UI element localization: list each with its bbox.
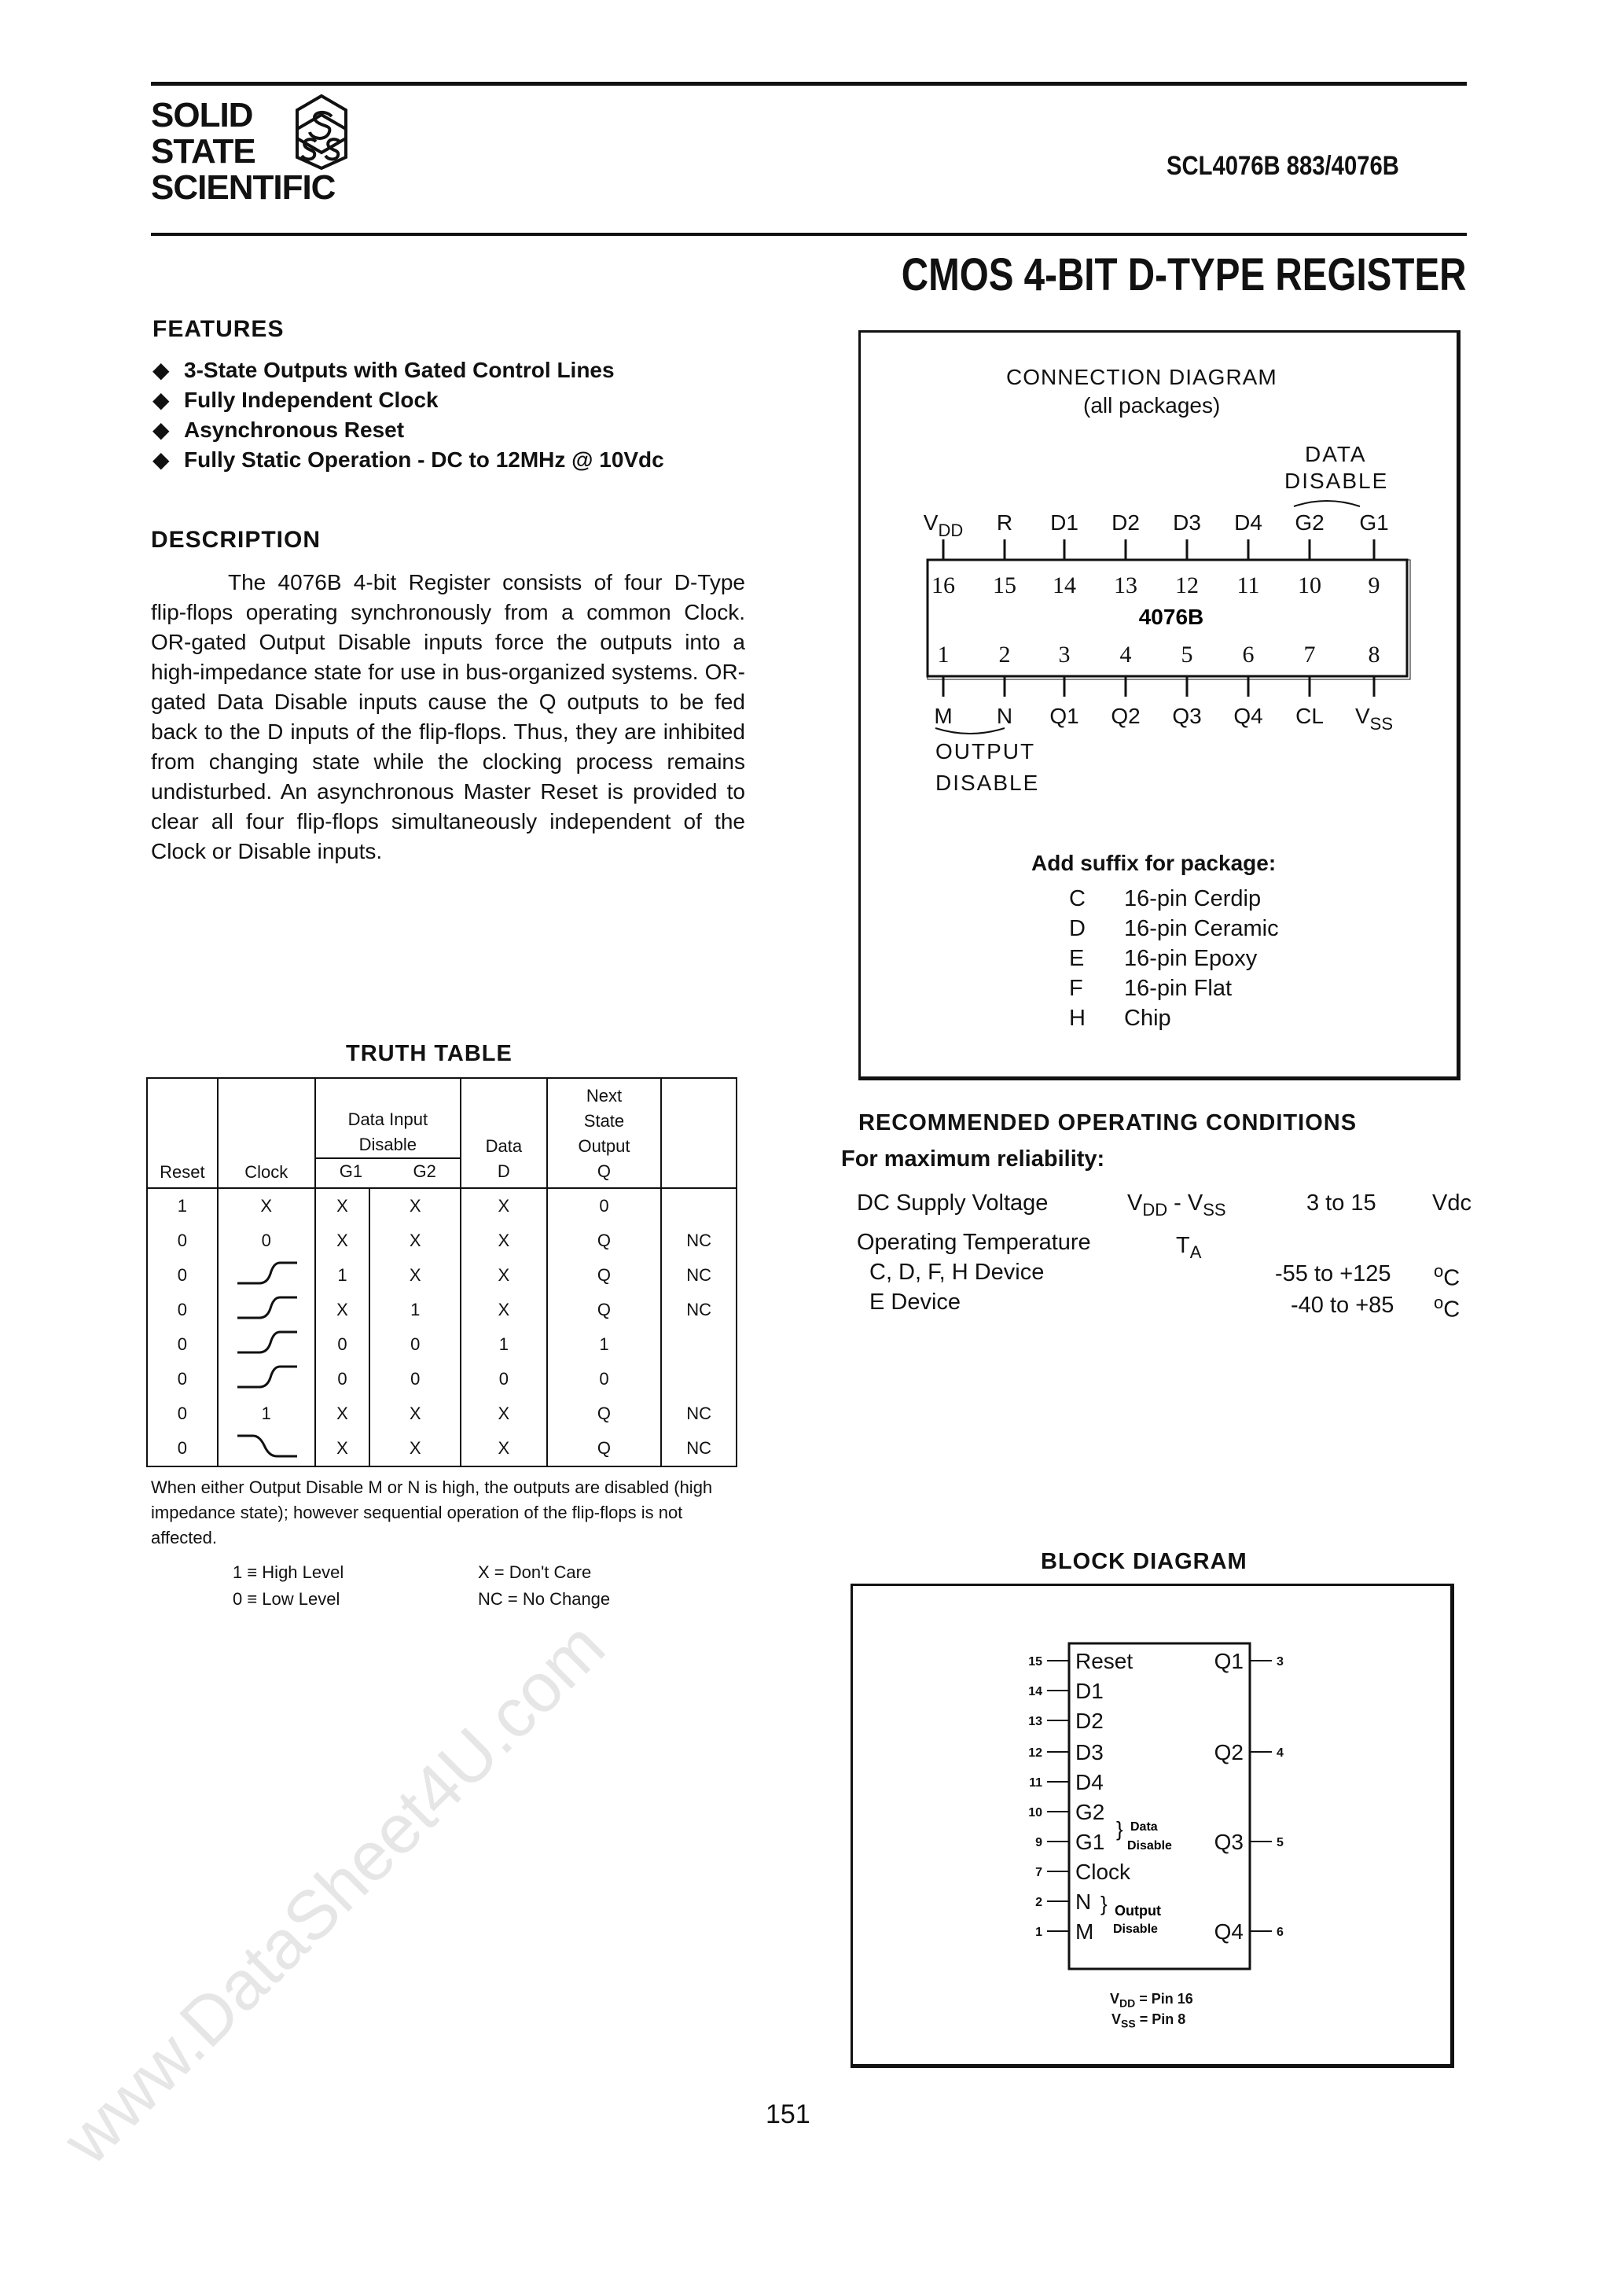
tt-g1: X [315, 1293, 370, 1327]
tt-reset: 0 [147, 1293, 218, 1327]
tt-d: 0 [461, 1362, 547, 1396]
chip-label: 4076B [1138, 605, 1204, 629]
input-pin-number: 9 [1035, 1836, 1042, 1849]
table-row [147, 1258, 737, 1293]
tt-nc: NC [661, 1396, 737, 1431]
tt-q: 0 [547, 1362, 662, 1396]
col-g1: G1 [339, 1161, 363, 1181]
tt-g1: X [315, 1431, 370, 1466]
legend-low: 0 ≡ Low Level [233, 1589, 340, 1609]
truth-table-header [147, 1078, 737, 1188]
input-pin-number: 1 [1035, 1926, 1042, 1939]
e-label: E Device [869, 1290, 961, 1315]
cdfh-unit: $^o$C [1434, 1261, 1460, 1291]
tt-reset: 0 [147, 1396, 218, 1431]
tt-reset: 1 [147, 1188, 218, 1223]
disable-label: DISABLE [1284, 469, 1389, 493]
bottom-pin-label: Q1 [1049, 704, 1079, 728]
bottom-pin-number: 8 [1368, 642, 1380, 668]
page-title: CMOS 4-BIT D-TYPE REGISTER [902, 249, 1467, 300]
legend-high: 1 ≡ High Level [233, 1562, 344, 1582]
supply-unit: Vdc [1432, 1190, 1472, 1216]
diamond-bullet-icon: ◆ [152, 388, 170, 412]
top-pin-label: G1 [1359, 510, 1389, 535]
tt-g2: X [369, 1188, 461, 1223]
data-disable-brace [1294, 501, 1360, 506]
input-label: G1 [1075, 1830, 1105, 1854]
output-brace-label-1: Output [1115, 1903, 1161, 1919]
input-label: Reset [1075, 1649, 1133, 1673]
diamond-bullet-icon: ◆ [152, 447, 170, 472]
top-pin-label: D3 [1173, 510, 1201, 535]
logo-line-3: SCIENTIFIC [151, 168, 336, 207]
header-rule [151, 233, 1467, 236]
output-label: Q4 [1214, 1919, 1244, 1944]
rising-edge-icon [233, 1294, 300, 1321]
output-label: Q1 [1214, 1649, 1244, 1673]
output-pin-number: 3 [1277, 1655, 1284, 1669]
connection-diagram-subtitle: (all packages) [1083, 393, 1221, 418]
legend-nc: NC = No Change [478, 1589, 611, 1609]
tt-clock [218, 1258, 315, 1293]
bottom-pin-label: N [996, 704, 1013, 728]
input-pin-number: 15 [1028, 1655, 1042, 1669]
bottom-pin-label: CL [1295, 704, 1324, 728]
package-name: Chip [1124, 1006, 1171, 1031]
tt-d: X [461, 1258, 547, 1293]
tt-g2: 0 [369, 1327, 461, 1362]
package-code: H [1069, 1006, 1086, 1031]
rising-edge-icon [233, 1260, 300, 1286]
package-name: 16-pin Ceramic [1124, 916, 1279, 941]
rising-edge-icon [233, 1363, 300, 1390]
input-label: D1 [1075, 1679, 1104, 1703]
table-row [147, 1293, 737, 1327]
features-list [152, 355, 664, 475]
truth-table-note: When either Output Disable M or N is high, the outputs are disabled (high impedance state); however sequential operation of the flip-flops is not affected. [151, 1477, 713, 1547]
tt-nc [661, 1327, 737, 1362]
output-label: Q3 [1214, 1830, 1244, 1854]
input-pin-number: 10 [1028, 1806, 1042, 1820]
col-g2: G2 [413, 1161, 436, 1181]
input-pin-number: 12 [1028, 1746, 1042, 1760]
input-label: M [1075, 1919, 1094, 1944]
bottom-pin-number: 7 [1303, 642, 1316, 668]
diamond-bullet-icon: ◆ [152, 358, 170, 382]
package-item [1069, 944, 1279, 973]
block-diagram-title: BLOCK DIAGRAM [1041, 1549, 1247, 1574]
e-value: -40 to +85 [1291, 1293, 1394, 1318]
bottom-pin-label: Q2 [1111, 704, 1141, 728]
tt-nc: NC [661, 1431, 737, 1466]
bottom-pin-number: 6 [1242, 642, 1255, 668]
top-pin-number: 9 [1368, 572, 1380, 598]
package-code: F [1069, 976, 1083, 1001]
feature-item: ◆ Asynchronous Reset [152, 415, 664, 445]
col-next-state: Next State Output Q [547, 1078, 662, 1188]
output-pin-number: 4 [1277, 1746, 1284, 1760]
package-list [1069, 884, 1279, 1033]
bottom-pin-number: 2 [998, 642, 1011, 668]
tt-g2: X [369, 1223, 461, 1258]
description-heading: DESCRIPTION [151, 527, 321, 553]
logo-line-2: STATE [151, 132, 255, 171]
tt-d: X [461, 1188, 547, 1223]
tt-g1: 1 [315, 1258, 370, 1293]
package-name: 16-pin Epoxy [1124, 946, 1258, 971]
bottom-pin-label: Q4 [1233, 704, 1263, 728]
feature-item: ◆ Fully Independent Clock [152, 385, 664, 415]
tt-g1: 0 [315, 1362, 370, 1396]
e-unit: $^o$C [1434, 1293, 1460, 1323]
rising-edge-icon [233, 1329, 300, 1356]
temp-symbol: $T_A$ [1176, 1233, 1202, 1262]
tt-d: X [461, 1396, 547, 1431]
tt-q: 1 [547, 1327, 662, 1362]
part-numbers: SCL4076B 883/4076B [1167, 151, 1399, 181]
bottom-pin-label: M [934, 704, 953, 728]
table-row [147, 1431, 737, 1466]
tt-reset: 0 [147, 1223, 218, 1258]
top-pin-label: G2 [1295, 510, 1325, 535]
tt-reset: 0 [147, 1431, 218, 1466]
tt-nc: NC [661, 1293, 737, 1327]
output-label: OUTPUT [935, 739, 1036, 763]
features-heading: FEATURES [152, 316, 285, 342]
cdfh-value: -55 to +125 [1275, 1261, 1391, 1286]
top-pin-number: 10 [1298, 572, 1321, 598]
output-pin-number: 5 [1277, 1836, 1284, 1849]
input-label: Clock [1075, 1860, 1131, 1884]
package-code: C [1069, 886, 1086, 911]
tt-clock [218, 1362, 315, 1396]
feature-item: ◆ 3-State Outputs with Gated Control Lines [152, 355, 664, 385]
tt-reset: 0 [147, 1258, 218, 1293]
tt-g2: X [369, 1258, 461, 1293]
table-row [147, 1362, 737, 1396]
top-pin-label: R [996, 510, 1013, 535]
input-label: G2 [1075, 1800, 1105, 1824]
top-pin-label: D4 [1234, 510, 1262, 535]
tt-reset: 0 [147, 1327, 218, 1362]
supply-symbol: $V_{DD} - V_{SS}$ [1127, 1190, 1226, 1220]
tt-d: X [461, 1223, 547, 1258]
top-pin-number: 12 [1175, 572, 1199, 598]
vdd-note: $V_{DD}$ = Pin 16 [1110, 1991, 1193, 2010]
input-pin-number: 14 [1028, 1685, 1042, 1698]
watermark: www.DataSheet4U.com [47, 1606, 619, 2179]
tt-q: Q [547, 1396, 662, 1431]
cdfh-label: C, D, F, H Device [869, 1260, 1045, 1285]
table-row [147, 1396, 737, 1431]
truth-table-heading: TRUTH TABLE [346, 1041, 513, 1066]
suffix-heading: Add suffix for package: [1031, 851, 1277, 875]
tt-nc [661, 1362, 737, 1396]
col-nc [661, 1078, 737, 1188]
output-brace-label-2: Disable [1113, 1923, 1158, 1936]
brace-data-disable-top: } [1116, 1817, 1123, 1841]
tt-clock [218, 1327, 315, 1362]
input-label: N [1075, 1889, 1092, 1914]
bottom-pin-number: 3 [1058, 642, 1071, 668]
input-pin-number: 2 [1035, 1896, 1042, 1909]
tt-d: X [461, 1293, 547, 1327]
tt-q: 0 [547, 1188, 662, 1223]
top-pin-number: 13 [1114, 572, 1137, 598]
data-brace-label-1: Data [1130, 1820, 1158, 1834]
output-pin-number: 6 [1277, 1926, 1284, 1939]
tt-g2: 1 [369, 1293, 461, 1327]
top-pin-number: 14 [1053, 572, 1076, 598]
roc-subheading: For maximum reliability: [841, 1146, 1105, 1172]
brace-output-disable: } [1100, 1892, 1108, 1915]
tt-d: X [461, 1431, 547, 1466]
package-code: E [1069, 946, 1085, 971]
tt-g2: X [369, 1396, 461, 1431]
package-name: 16-pin Cerdip [1124, 886, 1262, 911]
table-row [147, 1188, 737, 1223]
bottom-pin-number: 1 [937, 642, 950, 668]
tt-clock: X [218, 1188, 315, 1223]
col-clock: Clock [218, 1078, 315, 1188]
falling-edge-icon [233, 1433, 300, 1459]
bottom-pin-number: 5 [1181, 642, 1193, 668]
tt-nc [661, 1188, 737, 1223]
bottom-pin-label: Q3 [1172, 704, 1202, 728]
diamond-bullet-icon: ◆ [152, 418, 170, 442]
output-label: Q2 [1214, 1740, 1244, 1764]
package-item [1069, 884, 1279, 914]
input-pin-number: 13 [1028, 1715, 1042, 1728]
input-pin-number: 11 [1029, 1776, 1042, 1790]
input-label: D2 [1075, 1709, 1104, 1733]
tt-clock: 1 [218, 1396, 315, 1431]
top-pin-number: 15 [993, 572, 1016, 598]
page-number: 151 [766, 2099, 810, 2129]
top-pin-number: 16 [931, 572, 955, 598]
package-name: 16-pin Flat [1124, 976, 1233, 1001]
top-pin-label: D1 [1050, 510, 1078, 535]
tt-clock: 0 [218, 1223, 315, 1258]
top-pin-number: 11 [1236, 572, 1260, 598]
legend-x: X = Don't Care [478, 1562, 592, 1582]
supply-value: 3 to 15 [1306, 1190, 1376, 1216]
tt-nc: NC [661, 1258, 737, 1293]
top-pin-label: $V_{DD}$ [923, 510, 964, 540]
feature-item: ◆ Fully Static Operation - DC to 12MHz @ 10Vdc [152, 445, 664, 475]
vss-note: $V_{SS}$ = Pin 8 [1111, 2011, 1186, 2030]
tt-g2: 0 [369, 1362, 461, 1396]
output-disable-brace [935, 728, 1005, 734]
data-brace-label-2: Disable [1127, 1839, 1172, 1853]
description-text: The 4076B 4-bit Register consists of four D-Type flip-flops operating synchronously from a common Clock. OR-gated Output Disable inputs force the outputs into a high-impedance state for use in bus-organized systems. OR-gated Data Disable inputs cause the Q outputs to be fed back to the D inputs of the flip-flops. Thus, they are inhibited from changing state while the clocking process remains undisturbed. An asynchronous Master Reset is provided to clear all four flip-flops simultaneously independent of the Clock or Disable inputs. [151, 570, 745, 863]
package-code: D [1069, 916, 1086, 941]
sss-logo-icon [292, 93, 351, 170]
table-row [147, 1223, 737, 1258]
input-pin-number: 7 [1035, 1866, 1042, 1879]
output-disable-label: DISABLE [935, 771, 1040, 795]
tt-g1: X [315, 1188, 370, 1223]
col-reset: Reset [147, 1078, 218, 1188]
logo-line-1: SOLID [151, 96, 253, 134]
package-item [1069, 914, 1279, 944]
table-row [147, 1327, 737, 1362]
tt-g2: X [369, 1431, 461, 1466]
bottom-pin-number: 4 [1119, 642, 1132, 668]
col-data: Data D [461, 1078, 547, 1188]
data-label: DATA [1305, 442, 1367, 466]
temp-label: Operating Temperature [857, 1230, 1091, 1255]
tt-g1: X [315, 1396, 370, 1431]
block-diagram-svg [998, 1636, 1313, 1981]
tt-q: Q [547, 1293, 662, 1327]
tt-g1: X [315, 1223, 370, 1258]
bottom-pin-label: $V_{SS}$ [1354, 704, 1394, 734]
tt-q: Q [547, 1431, 662, 1466]
tt-nc: NC [661, 1223, 737, 1258]
package-item [1069, 1003, 1279, 1033]
top-rule [151, 82, 1467, 86]
connection-diagram-title: CONNECTION DIAGRAM [1006, 365, 1277, 389]
tt-clock [218, 1431, 315, 1466]
input-label: D4 [1075, 1770, 1104, 1794]
top-pin-label: D2 [1111, 510, 1140, 535]
roc-heading: RECOMMENDED OPERATING CONDITIONS [858, 1110, 1358, 1135]
col-data-input-disable: Data Input Disable G1 G2 [315, 1078, 461, 1188]
tt-clock [218, 1293, 315, 1327]
tt-g1: 0 [315, 1327, 370, 1362]
tt-d: 1 [461, 1327, 547, 1362]
supply-label: DC Supply Voltage [857, 1190, 1049, 1216]
tt-q: Q [547, 1258, 662, 1293]
tt-q: Q [547, 1223, 662, 1258]
tt-reset: 0 [147, 1362, 218, 1396]
input-label: D3 [1075, 1740, 1104, 1764]
package-item [1069, 973, 1279, 1003]
truth-table [146, 1077, 737, 1467]
